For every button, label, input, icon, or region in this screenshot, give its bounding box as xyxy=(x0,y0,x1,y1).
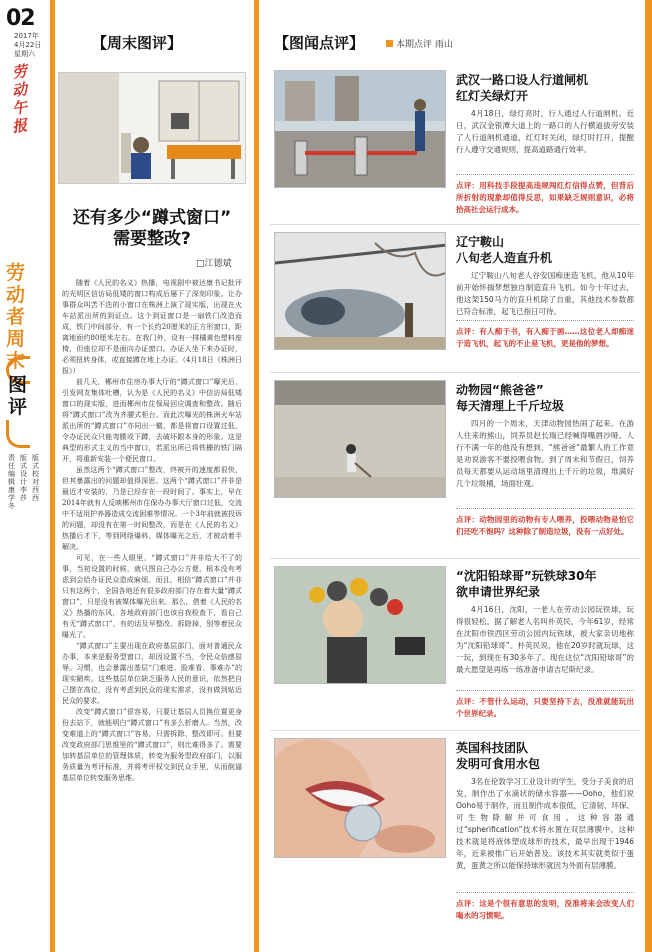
article-paragraph: 改变“蹲式窗口”很容易，只要让基层人员换位置更身份去站下，就能明白“蹲式窗口”有多么折磨人。当然，改变难道上的“蹲式窗口”容易，只需拆除、整改即可。但要改变政府部门思维里的“蹲式窗口”，则比难得多了。需要加转基层单位的管理体质，转变为服务型政府部门，以服务质量为考评标准，并将考评权交到民众手里，从而倒逼基层单位转变服务思维。 xyxy=(62,708,242,782)
item-photo-iron-balls xyxy=(274,566,446,684)
article-headline: 还有多少“蹲式窗口” 需要整改? xyxy=(72,208,232,249)
item-body-5: 3名在伦敦学习工业设计的学生，受分子美食的启发，制作出了水滴状的储水容器——Ooho，他们说Ooho易于制作，而且制作成本很低，它清韧、环保、可生物降解并可食用。这种容器通过“spherification”技术将水置在双层薄膜中。这种技术就是将液体塑成球形的技术，最早出现于1946年，近来被推广后开始普及。该技术其实就类似于蛋黄，蛋黄之所以能保持球形就因为外面有层薄膜。 xyxy=(456,777,634,870)
date-year: 2017年 xyxy=(14,32,39,40)
credit-proof: 版式校对 西西 xyxy=(32,454,39,502)
item-comment-1: 点评：用科技手段提高违规闯红灯信得点赞，但背后所折射的现象却值得反思，如果缺乏规则意识，必将拾高社会运行成本。 xyxy=(456,181,634,214)
orange-rule-middle xyxy=(254,0,259,952)
article-paragraph: “蹲式窗口”主要出现在政府基层部门，面对普通民众办事，本来是服务型窗口，却因设置不当，令民众倍感屈辱。习惯，也会暴露出基层“门难进、脸难看、事难办”的现实陋疾。这些基层单位缺乏服务人民的意识，依然把自己摆在高位，没有考虑到民众的现实需求，没有做到贴近民众的要求。 xyxy=(62,642,242,705)
editor-note: 本期点评 雨山 xyxy=(386,37,453,50)
item-body-4: 4月16日，沈阳，一老人在劳动公园玩铁球，玩得很轻松。据了解老人名叫朴英民，今年61岁，经常在沈阳市铁西区劳动公园内玩铁球，被大家亲切地称为“沈阳铅球哥”。朴英民说，他在20岁时就玩球，这一玩，到现在有30多年了。现在这位“沈阳铅球哥”的最大愿望是再练一练准备申请吉尼斯纪录。 xyxy=(456,605,634,674)
orange-rule-left xyxy=(50,0,55,952)
item-photo-gate xyxy=(274,70,446,188)
section-subtitle: 图评 xyxy=(8,374,28,418)
section-title: 劳动者周末 xyxy=(6,262,26,372)
item-photo-helicopter xyxy=(274,232,446,350)
window-photo-illustration xyxy=(59,73,246,184)
page-number: 02 xyxy=(6,6,35,31)
newspaper-logo: 劳 动 午 报 xyxy=(10,62,29,136)
item-comment-3: 点评：动物园里的动物有专人喂养，投喂动物是怕它们还吃不饱吗？这种除了制造垃圾，没有一点好处。 xyxy=(456,515,634,536)
item-divider-4 xyxy=(456,690,634,691)
square-bullet-icon xyxy=(386,40,393,47)
article-paragraph: 随着《人民的名义》热播，电视剧中被达康书记批评的光明区信访局低矮的窗口构成后屡下了深刻印象。让办事群众叫苦不迭的小窗口在株洲上演了现实版，出现在火车站派出所的到证点。这个到证窗口是一扇铁门改造而成，铁门中间部分，有一个长约20厘米的正方形窗口，距离地面约80厘米左右。在我门外，设有一排橘黄色塑料座椅，但座位却不是面向办证窗口。办证人坐下来办证时，必须扭转身体，或直接蹲在地上办证。（4月18日《株洲日报》） xyxy=(62,279,242,375)
item-divider-5 xyxy=(456,892,634,893)
item-photo-bear-pit xyxy=(274,380,446,498)
orange-rule-right xyxy=(645,0,652,952)
window-photo xyxy=(58,72,246,184)
item-title-2: 辽宁鞍山 八旬老人造直升机 xyxy=(456,235,553,265)
credit-design: 版式设计 李莎 xyxy=(20,454,27,502)
picture-news-head: 【图闻点评】 xyxy=(274,34,365,52)
weekend-review-head: 【周末图评】 xyxy=(92,34,183,52)
item-body-1: 4月18日，绿灯亮时，行人通过人行道闸机。近日，武汉金银潭大道上的一路口的人行横道拔旁安装了人行道闸机通道，红灯时关闭，绿灯时打开，提醒行人遵守交通规则，提高道路通行效率。 xyxy=(456,109,634,154)
section-divider xyxy=(270,224,640,225)
item-title-3: 动物园“熊爸爸” 每天清理上千斤垃圾 xyxy=(456,383,565,413)
article-paragraph: 虽然这两个“蹲式窗口”整改，终被开的速度都很快，但其暴露出的问题却值得深思。这两个“蹲式窗口”并非是最近才安装的，乃是已经存在一段时间了。事实上，早在2014年就有人反映郴州市住保办办事大厅窗口过低，交流中不适用护养器造成交流困难等情况。一个3年前就被投诉的问题，却没有在第一时间整改，而是在《人民的名义》热播后才下，等到网络爆料、媒体曝光之后，才被动着手解决。 xyxy=(62,466,242,551)
section-divider xyxy=(270,558,640,559)
item-divider-3 xyxy=(456,508,634,509)
article-byline: □江德斌 xyxy=(196,259,232,269)
item-photo-water-pod xyxy=(274,738,446,858)
section-bracket-bottom xyxy=(6,420,30,448)
item-title-5: 英国科技团队 发明可食用水包 xyxy=(456,741,541,771)
section-divider xyxy=(270,730,640,731)
credit-editor: 责任编辑 康学冬 xyxy=(8,454,15,510)
date-weekday: 星期六 xyxy=(14,50,35,58)
article-paragraph: 可见，在一些人眼里，“蹲式窗口”并非给大不了的事，当初设置的时候，就只图自己办公方便，根本没有考虑到会给办证民众造成麻烦。而且，相信“蹲式窗口”并非只有这两个，全国各地还有很多政府部门存在着大量“蹲式窗口”，只是没有被媒体曝光出来。那么，借着《人民的名义》热播的东风，各地政府部门也该自我检查下，看自己有无“蹲式窗口”，有的话及早整改、拆除掉，别等着民众曝光了。 xyxy=(62,554,242,639)
date-day: 4月22日 xyxy=(14,41,42,49)
item-title-4: “沈阳铅球哥”玩铁球30年 欲申请世界纪录 xyxy=(456,569,597,599)
item-title-1: 武汉一路口设人行道闸机 红灯关绿灯开 xyxy=(456,73,589,103)
item-body-3: 四月的一个周末，天津动物园热闹了起来。在游人往来的熊山，饲养员赵长瑞已经喊得嘴唇沙哑。人行不满一年的他没有想到，“熊爸爸”最繁人的工作竟是劝说游客不要投喂食物。到了周末和节假日，饲养员每天都要从运动场里清理出上千斤的垃圾，堆满好几个垃圾桶，场面壮观。 xyxy=(456,419,634,488)
item-comment-4: 点评：不管什么运动，只要坚持下去，没准就能玩出个世界纪录。 xyxy=(456,697,634,718)
article-body xyxy=(62,278,242,784)
page-gutter xyxy=(0,0,50,952)
section-divider xyxy=(270,372,640,373)
item-body-2: 辽宁鞍山八旬老人谷安国痴迷造飞机，他从10年前开始怀揣梦想独自制造直升飞机。如今十年过去，他这架150马力的直升机除了自重，其他技术参数都已符合标准，起飞已指日可待。 xyxy=(456,271,634,316)
article-paragraph: 前几天，郴州市住房办事大厅的“蹲式窗口”曝光后，引发网友集体吐槽，认为是《人民的名义》中信访局低矮窗口的现实版，进而郴州市住保局回应调查和整改。随后将“蹲式窗口”改为齐腰式柜台。而此次曝光的株洲火车站派出所的“蹲式窗口”亦同出一辙，都是将窗口设置过低，令办证民众只能弯腰或下蹲，去破坏跟本身的形象。这是典型的形式主义的当中窗口，若派出所已将铁栅的铁门隔开，将重新安装一个便民窗口。 xyxy=(62,378,242,463)
item-comment-5: 点评：这是个很有意思的发明，没准将来会改变人们喝水的习惯呢。 xyxy=(456,899,634,920)
item-divider-1 xyxy=(456,174,634,175)
item-comment-2: 点评：有人痴于书，有人痴于画……这位老人却痴迷于造飞机，起飞的不止是飞机，更是他的梦想。 xyxy=(456,327,634,348)
item-divider-2 xyxy=(456,320,634,321)
